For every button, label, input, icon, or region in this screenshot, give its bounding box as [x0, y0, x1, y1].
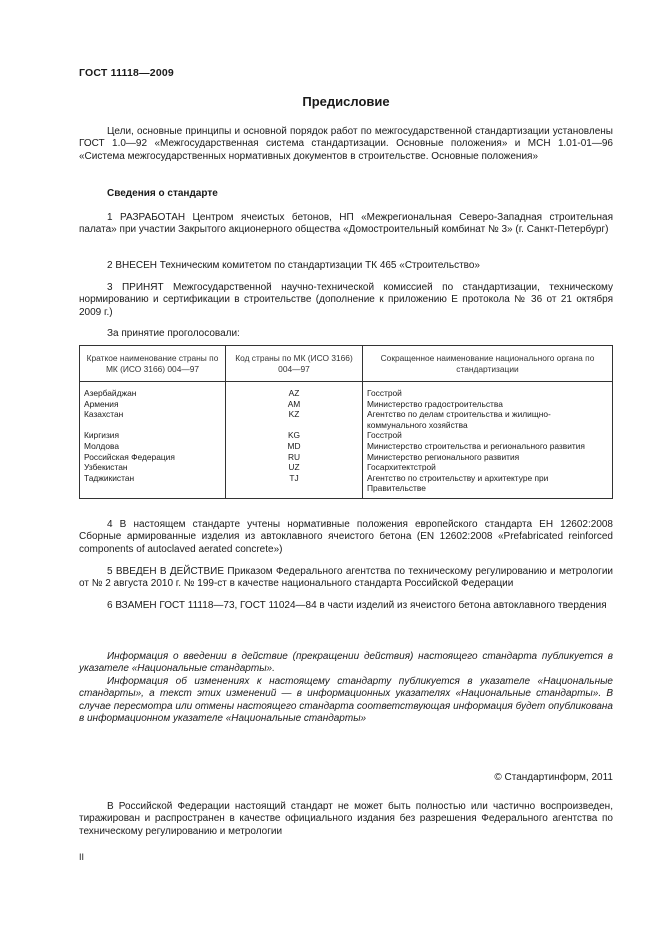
doc-code: ГОСТ 11118—2009 — [79, 67, 174, 79]
item-4: 4 В настоящем стандарте учтены нормативные положения европейского стандарта ЕН 12602:2008 Сборные армированные изделия из автоклавного ячеистого бетона (EN 12602:2008 «Prefabricated reinforced components of autoclaved aerated concrete») — [79, 519, 613, 555]
table-row — [80, 473, 613, 499]
table-row — [80, 382, 613, 399]
item-2: 2 ВНЕСЕН Техническим комитетом по стандартизации ТК 465 «Строительство» — [107, 260, 480, 271]
cell-code: AM — [226, 399, 363, 410]
copyright: © Стандартинформ, 2011 — [494, 772, 613, 783]
item-5: 5 ВВЕДЕН В ДЕЙСТВИЕ Приказом Федерального агентства по техническому регулированию и метрологии от № 2 августа 2010 г. № 199-ст в качестве национального стандарта Российской Федерации — [79, 566, 613, 590]
cell-body: Госстрой — [363, 430, 613, 441]
cell-body: Министерство строительства и регионального развития — [363, 441, 613, 452]
cell-country: Таджикистан — [80, 473, 226, 499]
cell-country: Киргизия — [80, 430, 226, 441]
cell-code: RU — [226, 452, 363, 463]
voting-table — [79, 345, 613, 499]
table-row — [80, 399, 613, 410]
cell-body: Агентство по делам строительства и жилищно-коммунального хозяйства — [363, 409, 613, 430]
standard-info-heading: Сведения о стандарте — [107, 188, 218, 199]
cell-body: Министерство регионального развития — [363, 452, 613, 463]
table-row — [80, 452, 613, 463]
info-paragraph-1: Информация о введении в действие (прекращении действия) настоящего стандарта публикуется в указателе «Национальные стандарты». — [79, 651, 613, 675]
cell-code: UZ — [226, 462, 363, 473]
info-block — [79, 651, 613, 725]
cell-body: Госархитектстрой — [363, 462, 613, 473]
cell-code: KG — [226, 430, 363, 441]
cell-code: KZ — [226, 409, 363, 430]
cell-body: Агентство по строительству и архитектуре при Правительстве — [363, 473, 613, 499]
cell-body: Госстрой — [363, 382, 613, 399]
cell-body: Министерство градостроительства — [363, 399, 613, 410]
info-paragraph-2: Информация об изменениях к настоящему стандарту публикуется в указателе «Национальные стандарты», а текст этих изменений — в информационных указателях «Национальные стандарты». В случае пересмотра или отмены настоящего стандарта соответствующая информация будет опубликована в информационном указателе «Национальные стандарты» — [79, 675, 613, 725]
cell-country: Молдова — [80, 441, 226, 452]
item-6: 6 ВЗАМЕН ГОСТ 11118—73, ГОСТ 11024—84 в части изделий из ячеистого бетона автоклавного твердения — [107, 600, 607, 611]
cell-country: Узбекистан — [80, 462, 226, 473]
cell-country: Азербайджан — [80, 382, 226, 399]
cell-country: Казахстан — [80, 409, 226, 430]
reproduction-note: В Российской Федерации настоящий стандарт не может быть полностью или частично воспроизведен, тиражирован и распространен в качестве официального издания без разрешения Федерального агентства по техническому регулированию и метрологии — [79, 801, 613, 837]
cell-code: TJ — [226, 473, 363, 499]
intro-paragraph: Цели, основные принципы и основной порядок работ по межгосударственной стандартизации установлены ГОСТ 1.0—92 «Межгосударственная система стандартизации. Основные положения» и МСН 1.01-01—96 «Система межгосударственных нормативных документов в строительстве. Основные положения» — [79, 126, 613, 162]
item-3: 3 ПРИНЯТ Межгосударственной научно-технической комиссией по стандартизации, техническому нормированию и сертификации в строительстве (дополнение к приложению Е протокола № 36 от 21 октября 2009 г.) — [79, 282, 613, 318]
header-body: Сокращенное наименование национального органа по стандартизации — [363, 346, 613, 382]
vote-label: За принятие проголосовали: — [107, 328, 240, 339]
cell-code: MD — [226, 441, 363, 452]
table-header-row — [80, 346, 613, 382]
cell-country: Армения — [80, 399, 226, 410]
cell-country: Российская Федерация — [80, 452, 226, 463]
header-country: Краткое наименование страны по МК (ИСО 3166) 004—97 — [80, 346, 226, 382]
table-row — [80, 409, 613, 430]
cell-code: AZ — [226, 382, 363, 399]
page-number: II — [79, 852, 85, 862]
table-row — [80, 430, 613, 441]
header-code: Код страны по МК (ИСО 3166) 004—97 — [226, 346, 363, 382]
table-row — [80, 462, 613, 473]
table-row — [80, 441, 613, 452]
item-1: 1 РАЗРАБОТАН Центром ячеистых бетонов, НП «Межрегиональная Северо-Западная строительная палата» при участии Закрытого акционерного общества «Домостроительный комбинат № 3» (г. Санкт-Петербург) — [79, 212, 613, 236]
page-title: Предисловие — [302, 94, 390, 109]
